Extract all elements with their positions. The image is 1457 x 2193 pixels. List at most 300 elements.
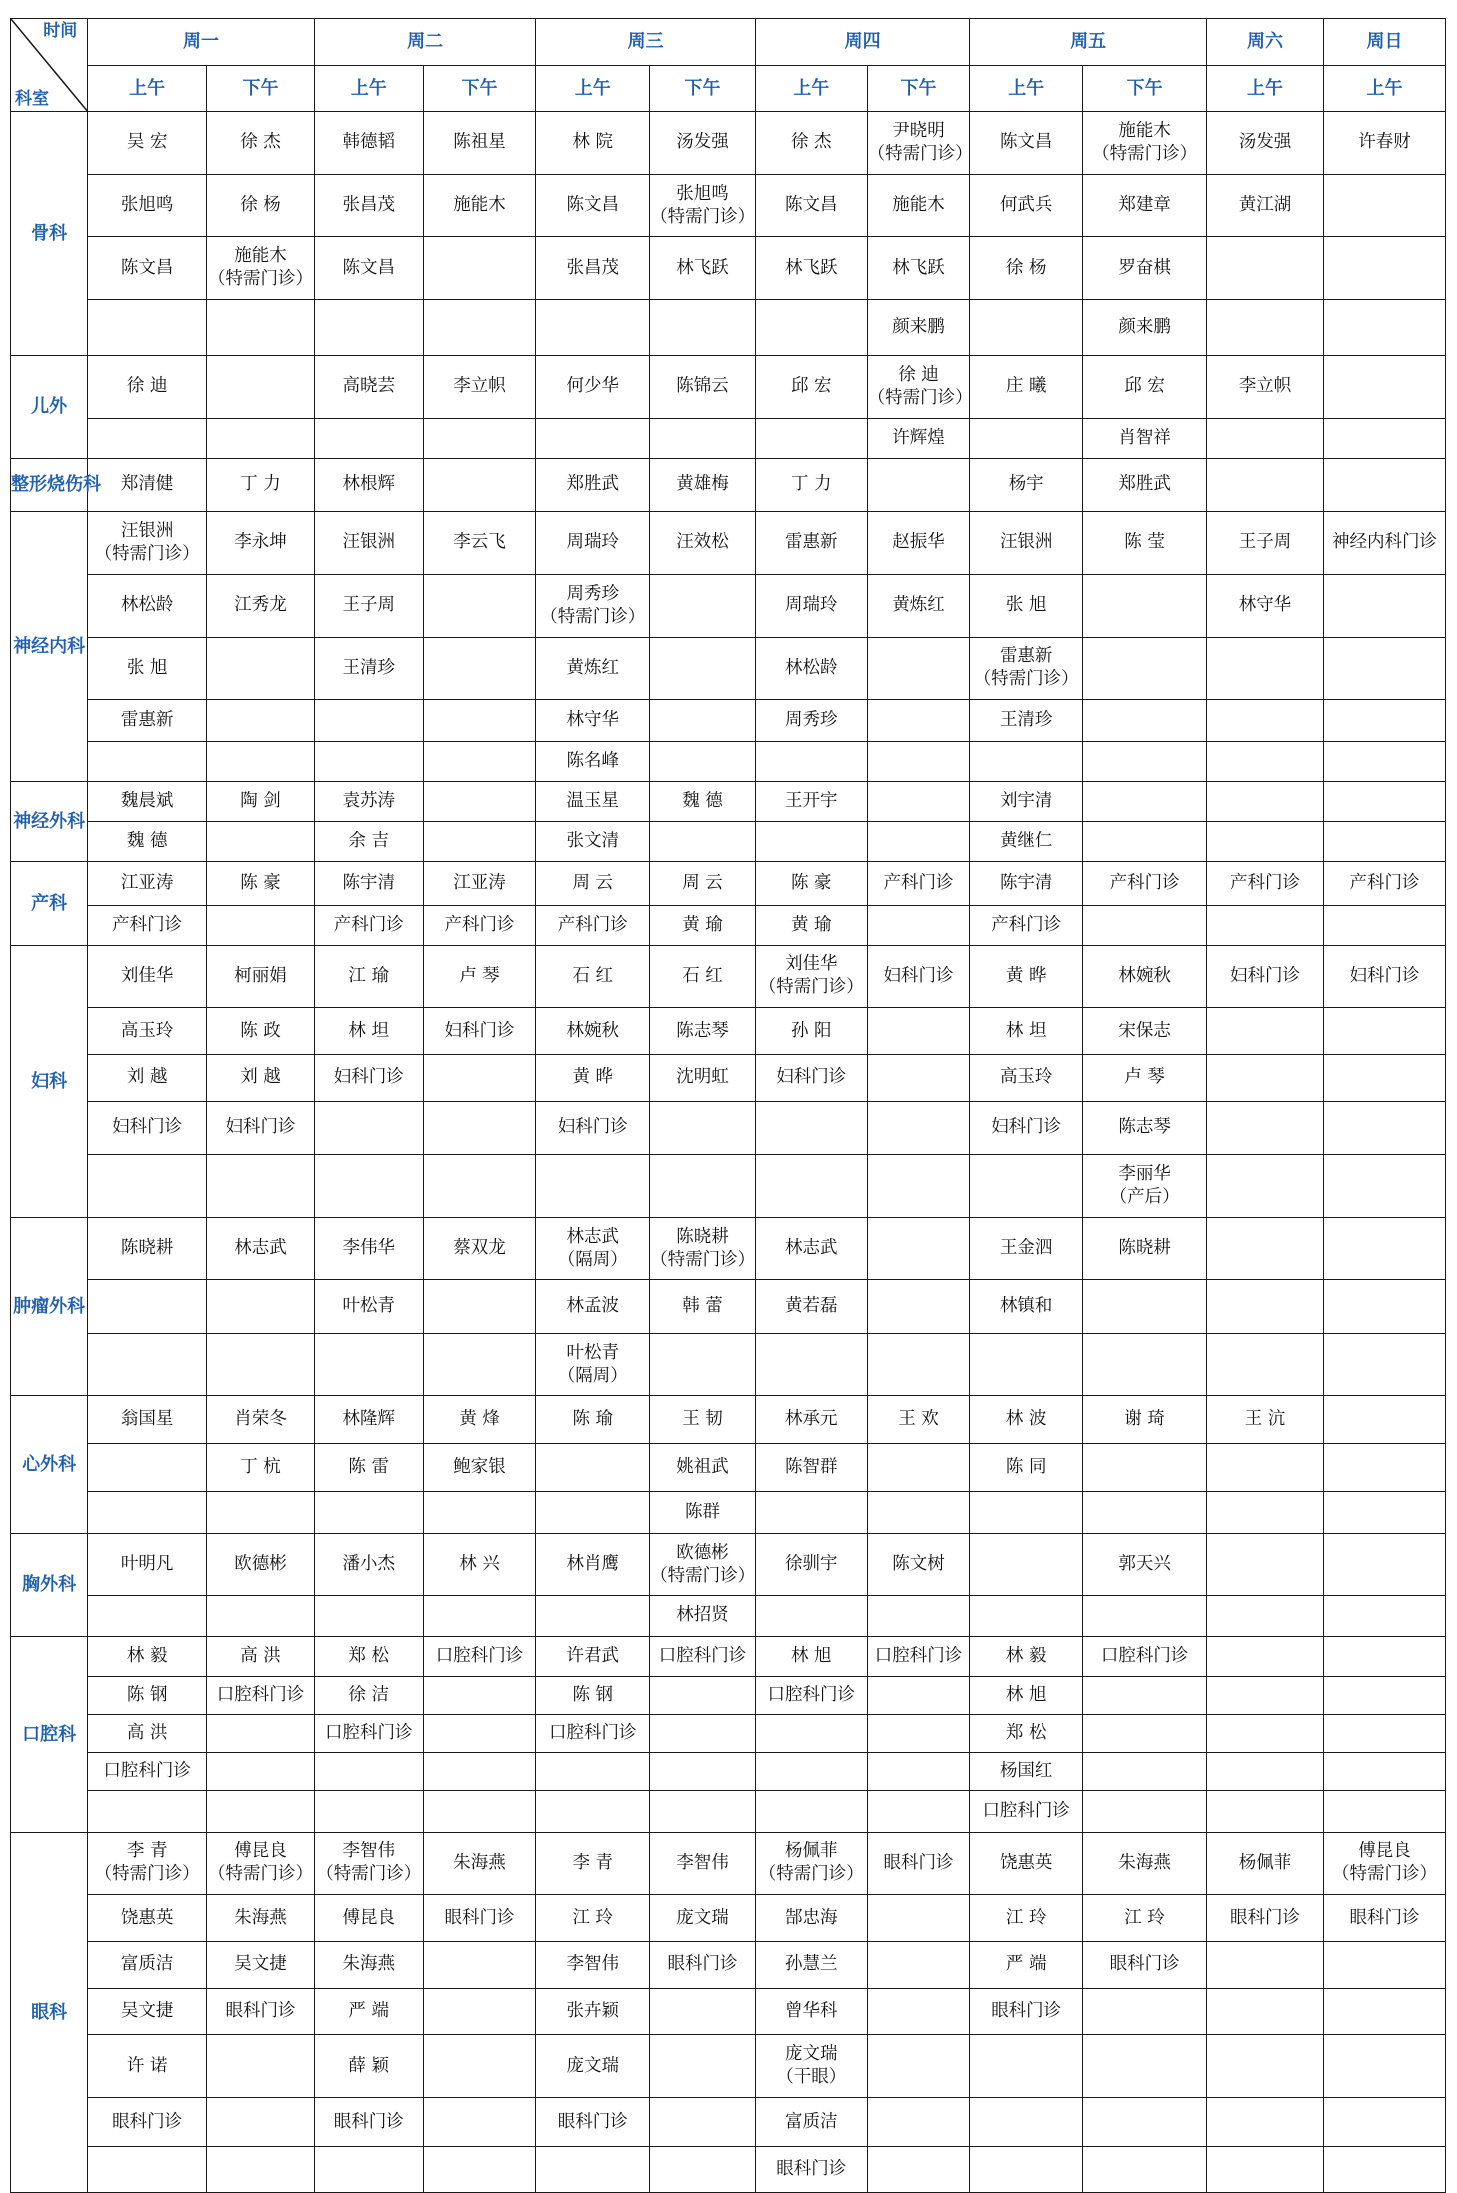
doctor-cell: 口腔科门诊 xyxy=(314,1715,423,1752)
doctor-cell: 孙 阳 xyxy=(755,1008,867,1055)
doctor-cell xyxy=(1207,1444,1324,1492)
doctor-cell xyxy=(1083,2147,1207,2193)
doctor-cell: 宋保志 xyxy=(1083,1008,1207,1055)
doctor-cell xyxy=(1207,1101,1324,1154)
doctor-cell: 高 洪 xyxy=(207,1636,315,1676)
schedule-row xyxy=(11,1008,1446,1055)
doctor-cell: 邱 宏 xyxy=(1083,356,1207,419)
doctor-cell: 林飞跃 xyxy=(650,237,756,300)
doctor-cell xyxy=(1083,574,1207,637)
doctor-cell xyxy=(867,1101,970,1154)
doctor-cell: 张昌茂 xyxy=(314,174,423,237)
doctor-cell: 雷惠新 xyxy=(755,512,867,575)
doctor-cell: 徐 杰 xyxy=(207,112,315,175)
doctor-cell xyxy=(1207,1492,1324,1533)
doctor-cell xyxy=(1323,905,1445,945)
doctor-cell xyxy=(867,2097,970,2146)
doctor-cell: 吴文捷 xyxy=(207,1941,315,1988)
doctor-cell: 陈名峰 xyxy=(536,741,650,781)
doctor-cell: 朱海燕 xyxy=(1083,1832,1207,1895)
doctor-cell xyxy=(650,2097,756,2146)
schedule-row xyxy=(11,1492,1446,1533)
doctor-cell: 林飞跃 xyxy=(755,237,867,300)
doctor-cell: 朱海燕 xyxy=(423,1832,536,1895)
doctor-cell: 口腔科门诊 xyxy=(423,1636,536,1676)
doctor-cell: 富质洁 xyxy=(88,1941,207,1988)
doctor-cell: 林婉秋 xyxy=(1083,945,1207,1008)
doctor-cell xyxy=(1207,905,1324,945)
doctor-cell: 韩 蕾 xyxy=(650,1280,756,1333)
schedule-row xyxy=(11,1217,1446,1280)
doctor-cell xyxy=(88,1280,207,1333)
doctor-cell xyxy=(536,1155,650,1218)
doctor-cell xyxy=(970,418,1083,458)
doctor-cell xyxy=(1323,1988,1445,2035)
doctor-cell: 产科门诊 xyxy=(1083,861,1207,905)
doctor-cell: 陈 同 xyxy=(970,1444,1083,1492)
doctor-cell: 黄继仁 xyxy=(970,821,1083,861)
schedule-row xyxy=(11,1941,1446,1988)
doctor-cell xyxy=(88,1596,207,1636)
doctor-cell xyxy=(536,2147,650,2193)
doctor-cell: 陈 钢 xyxy=(88,1676,207,1715)
doctor-cell xyxy=(1207,1217,1324,1280)
doctor-cell: 林志武 xyxy=(755,1217,867,1280)
doctor-cell xyxy=(1083,905,1207,945)
doctor-cell: 眼科门诊 xyxy=(423,1895,536,1942)
doctor-cell: 黄 晔 xyxy=(970,945,1083,1008)
doctor-cell xyxy=(1323,1101,1445,1154)
doctor-cell: 刘宇清 xyxy=(970,781,1083,821)
doctor-cell xyxy=(423,574,536,637)
doctor-cell: 陈晓耕 xyxy=(1083,1217,1207,1280)
doctor-cell: 王子周 xyxy=(314,574,423,637)
doctor-cell: 口腔科门诊 xyxy=(88,1752,207,1791)
doctor-cell: 欧德彬 xyxy=(207,1533,315,1596)
doctor-cell: 陈宇清 xyxy=(970,861,1083,905)
doctor-cell: 眼科门诊 xyxy=(1083,1941,1207,1988)
doctor-cell: 庄 曦 xyxy=(970,356,1083,419)
doctor-cell: 施能木 xyxy=(423,174,536,237)
doctor-cell: 张昌茂 xyxy=(536,237,650,300)
doctor-cell xyxy=(314,2147,423,2193)
doctor-cell: 李永坤 xyxy=(207,512,315,575)
doctor-cell: 林承元 xyxy=(755,1396,867,1444)
doctor-cell: 林守华 xyxy=(536,700,650,741)
doctor-cell: 江 玲 xyxy=(1083,1895,1207,1942)
doctor-cell xyxy=(1207,1333,1324,1396)
doctor-cell: 黄炼红 xyxy=(867,574,970,637)
doctor-cell xyxy=(867,700,970,741)
doctor-cell xyxy=(314,1752,423,1791)
doctor-cell xyxy=(1323,1676,1445,1715)
doctor-cell: 朱海燕 xyxy=(207,1895,315,1942)
doctor-cell: 口腔科门诊 xyxy=(650,1636,756,1676)
doctor-cell: 陈晓耕 （特需门诊） xyxy=(650,1217,756,1280)
schedule-row xyxy=(11,637,1446,700)
doctor-cell xyxy=(1323,1396,1445,1444)
doctor-cell xyxy=(423,1791,536,1832)
doctor-cell: 郑 松 xyxy=(970,1715,1083,1752)
doctor-cell xyxy=(867,1752,970,1791)
period-header-row xyxy=(11,65,1446,112)
day-header: 周一 xyxy=(88,19,315,66)
doctor-cell: 吴 宏 xyxy=(88,112,207,175)
corner-header xyxy=(11,19,88,112)
doctor-cell xyxy=(207,1333,315,1396)
doctor-cell: 欧德彬 （特需门诊） xyxy=(650,1533,756,1596)
doctor-cell xyxy=(867,1988,970,2035)
doctor-cell xyxy=(1323,1280,1445,1333)
doctor-cell xyxy=(88,1492,207,1533)
day-header: 周五 xyxy=(970,19,1207,66)
doctor-cell: 余 吉 xyxy=(314,821,423,861)
period-header: 上午 xyxy=(314,65,423,112)
doctor-cell: 丁 力 xyxy=(755,458,867,511)
doctor-cell: 柯丽娟 xyxy=(207,945,315,1008)
period-header: 下午 xyxy=(423,65,536,112)
doctor-cell: 黄炼红 xyxy=(536,637,650,700)
schedule-row xyxy=(11,1280,1446,1333)
doctor-cell: 刘 越 xyxy=(207,1054,315,1101)
doctor-cell: 张 旭 xyxy=(88,637,207,700)
doctor-cell xyxy=(867,1444,970,1492)
doctor-cell xyxy=(867,2035,970,2098)
doctor-cell xyxy=(1083,1333,1207,1396)
department-name: 神经内科 xyxy=(11,512,88,781)
period-header: 上午 xyxy=(755,65,867,112)
doctor-cell xyxy=(423,1280,536,1333)
doctor-cell: 产科门诊 xyxy=(1207,861,1324,905)
doctor-cell: 产科门诊 xyxy=(1323,861,1445,905)
day-header: 周日 xyxy=(1323,19,1445,66)
doctor-cell xyxy=(314,741,423,781)
doctor-cell xyxy=(970,1492,1083,1533)
doctor-cell xyxy=(88,1155,207,1218)
doctor-cell xyxy=(88,1333,207,1396)
doctor-cell xyxy=(650,1988,756,2035)
doctor-cell: 口腔科门诊 xyxy=(536,1715,650,1752)
period-header: 下午 xyxy=(650,65,756,112)
doctor-cell: 陈群 xyxy=(650,1492,756,1533)
doctor-cell xyxy=(1323,237,1445,300)
doctor-cell xyxy=(423,1101,536,1154)
doctor-cell: 林隆辉 xyxy=(314,1396,423,1444)
doctor-cell xyxy=(867,821,970,861)
doctor-cell xyxy=(1083,1280,1207,1333)
schedule-row xyxy=(11,905,1446,945)
doctor-cell: 吴文捷 xyxy=(88,1988,207,2035)
doctor-cell xyxy=(650,1155,756,1218)
schedule-body xyxy=(11,112,1446,2193)
schedule-row xyxy=(11,1596,1446,1636)
doctor-cell xyxy=(423,821,536,861)
period-header: 上午 xyxy=(970,65,1083,112)
doctor-cell: 眼科门诊 xyxy=(207,1988,315,2035)
doctor-cell xyxy=(1323,2147,1445,2193)
doctor-cell xyxy=(1083,2097,1207,2146)
doctor-cell xyxy=(1207,637,1324,700)
doctor-cell xyxy=(1323,300,1445,356)
doctor-cell: 妇科门诊 xyxy=(314,1054,423,1101)
department-name: 眼科 xyxy=(11,1832,88,2192)
doctor-cell: 张旭鸣 xyxy=(88,174,207,237)
doctor-cell: 林镇和 xyxy=(970,1280,1083,1333)
doctor-cell: 林 兴 xyxy=(423,1533,536,1596)
doctor-cell: 陈晓耕 xyxy=(88,1217,207,1280)
doctor-cell xyxy=(1323,1715,1445,1752)
doctor-cell: 施能木 xyxy=(867,174,970,237)
doctor-cell: 林 旭 xyxy=(970,1676,1083,1715)
doctor-cell xyxy=(207,418,315,458)
doctor-cell xyxy=(1207,1715,1324,1752)
doctor-cell: 许春财 xyxy=(1323,112,1445,175)
doctor-cell xyxy=(423,1988,536,2035)
doctor-cell xyxy=(207,700,315,741)
doctor-cell: 口腔科门诊 xyxy=(755,1676,867,1715)
doctor-cell: 雷惠新 （特需门诊） xyxy=(970,637,1083,700)
doctor-cell xyxy=(423,2147,536,2193)
doctor-cell xyxy=(207,2147,315,2193)
doctor-cell: 妇科门诊 xyxy=(88,1101,207,1154)
doctor-cell: 产科门诊 xyxy=(314,905,423,945)
doctor-cell xyxy=(423,1676,536,1715)
doctor-cell: 黄 烽 xyxy=(423,1396,536,1444)
schedule-row xyxy=(11,1636,1446,1676)
doctor-cell xyxy=(207,2035,315,2098)
doctor-cell xyxy=(867,637,970,700)
doctor-cell xyxy=(1083,1752,1207,1791)
doctor-cell xyxy=(1207,1596,1324,1636)
schedule-row xyxy=(11,1832,1446,1895)
schedule-row xyxy=(11,574,1446,637)
doctor-cell: 许君武 xyxy=(536,1636,650,1676)
doctor-cell: 眼科门诊 xyxy=(650,1941,756,1988)
doctor-cell xyxy=(423,2097,536,2146)
day-header: 周六 xyxy=(1207,19,1324,66)
doctor-cell xyxy=(867,1054,970,1101)
doctor-cell: 王清珍 xyxy=(970,700,1083,741)
doctor-cell: 谢 琦 xyxy=(1083,1396,1207,1444)
doctor-cell xyxy=(1323,1636,1445,1676)
doctor-cell: 张文清 xyxy=(536,821,650,861)
doctor-cell: 朱海燕 xyxy=(314,1941,423,1988)
doctor-cell xyxy=(1323,1217,1445,1280)
doctor-cell xyxy=(207,1715,315,1752)
doctor-cell xyxy=(867,741,970,781)
doctor-cell: 林飞跃 xyxy=(867,237,970,300)
doctor-cell: 江秀龙 xyxy=(207,574,315,637)
doctor-cell xyxy=(650,741,756,781)
doctor-cell xyxy=(1207,1752,1324,1791)
doctor-cell: 汤发强 xyxy=(1207,112,1324,175)
doctor-cell: 傅昆良 xyxy=(314,1895,423,1942)
doctor-cell xyxy=(1323,1155,1445,1218)
department-name: 儿外 xyxy=(11,356,88,459)
doctor-cell xyxy=(207,1596,315,1636)
doctor-cell xyxy=(1207,1280,1324,1333)
schedule-row xyxy=(11,1101,1446,1154)
department-name: 骨科 xyxy=(11,112,88,356)
doctor-cell: 饶惠英 xyxy=(970,1832,1083,1895)
doctor-cell: 陶 剑 xyxy=(207,781,315,821)
doctor-cell xyxy=(1323,2097,1445,2146)
doctor-cell xyxy=(88,300,207,356)
department-name: 口腔科 xyxy=(11,1636,88,1832)
doctor-cell xyxy=(1207,1676,1324,1715)
doctor-cell: 口腔科门诊 xyxy=(1083,1636,1207,1676)
doctor-cell xyxy=(1207,700,1324,741)
doctor-cell xyxy=(867,1791,970,1832)
doctor-cell: 眼科门诊 xyxy=(1323,1895,1445,1942)
doctor-cell xyxy=(88,741,207,781)
doctor-cell xyxy=(650,2035,756,2098)
doctor-cell: 叶松青 xyxy=(314,1280,423,1333)
doctor-cell: 郜忠海 xyxy=(755,1895,867,1942)
doctor-cell: 周 云 xyxy=(536,861,650,905)
doctor-cell xyxy=(423,418,536,458)
schedule-row xyxy=(11,700,1446,741)
doctor-cell xyxy=(536,1752,650,1791)
doctor-cell: 眼科门诊 xyxy=(1207,1895,1324,1942)
doctor-cell: 杨国红 xyxy=(970,1752,1083,1791)
doctor-cell: 王 沆 xyxy=(1207,1396,1324,1444)
doctor-cell: 周秀珍 （特需门诊） xyxy=(536,574,650,637)
doctor-cell: 眼科门诊 xyxy=(88,2097,207,2146)
doctor-cell: 翁国星 xyxy=(88,1396,207,1444)
schedule-row xyxy=(11,1333,1446,1396)
day-header-row xyxy=(11,19,1446,66)
doctor-cell: 黄 瑜 xyxy=(755,905,867,945)
doctor-cell xyxy=(1323,821,1445,861)
doctor-cell: 周 云 xyxy=(650,861,756,905)
doctor-cell xyxy=(867,1008,970,1055)
doctor-cell: 施能木 （特需门诊） xyxy=(207,237,315,300)
doctor-cell xyxy=(1323,574,1445,637)
doctor-cell: 陈锦云 xyxy=(650,356,756,419)
doctor-cell: 杨佩菲 xyxy=(1207,1832,1324,1895)
doctor-cell xyxy=(207,637,315,700)
schedule-row xyxy=(11,1676,1446,1715)
doctor-cell: 傅昆良 （特需门诊） xyxy=(1323,1832,1445,1895)
doctor-cell xyxy=(423,1054,536,1101)
doctor-cell: 口腔科门诊 xyxy=(207,1676,315,1715)
doctor-cell xyxy=(867,2147,970,2193)
schedule-row xyxy=(11,1988,1446,2035)
doctor-cell: 陈宇清 xyxy=(314,861,423,905)
doctor-cell xyxy=(1323,1492,1445,1533)
doctor-cell: 林根辉 xyxy=(314,458,423,511)
doctor-cell: 富质洁 xyxy=(755,2097,867,2146)
doctor-cell xyxy=(1207,237,1324,300)
doctor-cell xyxy=(314,418,423,458)
doctor-cell xyxy=(970,1155,1083,1218)
schedule-row xyxy=(11,512,1446,575)
doctor-cell: 林招贤 xyxy=(650,1596,756,1636)
doctor-cell: 颜来鹏 xyxy=(1083,300,1207,356)
doctor-cell: 陈 莹 xyxy=(1083,512,1207,575)
day-header: 周四 xyxy=(755,19,969,66)
doctor-cell xyxy=(650,574,756,637)
doctor-cell: 妇科门诊 xyxy=(1323,945,1445,1008)
doctor-cell xyxy=(1207,741,1324,781)
doctor-cell: 产科门诊 xyxy=(970,905,1083,945)
doctor-cell: 高晓芸 xyxy=(314,356,423,419)
doctor-cell: 尹晓明 （特需门诊） xyxy=(867,112,970,175)
doctor-cell xyxy=(755,1596,867,1636)
doctor-cell: 李丽华 （产后） xyxy=(1083,1155,1207,1218)
schedule-row xyxy=(11,1791,1446,1832)
department-name: 整形烧伤科 xyxy=(11,458,88,511)
schedule-row xyxy=(11,418,1446,458)
doctor-cell: 郑胜武 xyxy=(1083,458,1207,511)
doctor-cell: 口腔科门诊 xyxy=(970,1791,1083,1832)
doctor-cell xyxy=(1323,1752,1445,1791)
doctor-cell: 庞文瑞 xyxy=(650,1895,756,1942)
doctor-cell: 李伟华 xyxy=(314,1217,423,1280)
schedule-row xyxy=(11,2147,1446,2193)
doctor-cell xyxy=(88,2147,207,2193)
doctor-cell xyxy=(207,821,315,861)
doctor-cell xyxy=(650,637,756,700)
doctor-cell: 眼科门诊 xyxy=(536,2097,650,2146)
doctor-cell: 林志武 xyxy=(207,1217,315,1280)
doctor-cell xyxy=(423,1596,536,1636)
doctor-cell: 许辉煌 xyxy=(867,418,970,458)
doctor-cell: 周秀珍 xyxy=(755,700,867,741)
doctor-cell: 汪银洲 xyxy=(314,512,423,575)
doctor-cell: 江亚涛 xyxy=(88,861,207,905)
doctor-cell: 李 青 （特需门诊） xyxy=(88,1832,207,1895)
doctor-cell xyxy=(423,1333,536,1396)
doctor-cell xyxy=(650,2147,756,2193)
doctor-cell xyxy=(1207,1791,1324,1832)
doctor-cell xyxy=(1207,1008,1324,1055)
doctor-cell: 何武兵 xyxy=(970,174,1083,237)
doctor-cell xyxy=(650,1791,756,1832)
schedule-row xyxy=(11,741,1446,781)
period-header: 下午 xyxy=(867,65,970,112)
doctor-cell: 李智伟 xyxy=(536,1941,650,1988)
doctor-cell xyxy=(1323,174,1445,237)
doctor-cell: 雷惠新 xyxy=(88,700,207,741)
doctor-cell: 魏晨斌 xyxy=(88,781,207,821)
doctor-cell: 林 毅 xyxy=(88,1636,207,1676)
schedule-row xyxy=(11,2035,1446,2098)
doctor-cell xyxy=(650,300,756,356)
doctor-cell: 郑胜武 xyxy=(536,458,650,511)
schedule-row xyxy=(11,1155,1446,1218)
doctor-cell: 傅昆良 （特需门诊） xyxy=(207,1832,315,1895)
doctor-cell xyxy=(423,1752,536,1791)
doctor-cell: 郭天兴 xyxy=(1083,1533,1207,1596)
doctor-cell xyxy=(1207,1941,1324,1988)
doctor-cell: 郑清健 xyxy=(88,458,207,511)
doctor-cell xyxy=(207,905,315,945)
doctor-cell: 陈 雷 xyxy=(314,1444,423,1492)
doctor-cell xyxy=(970,1333,1083,1396)
doctor-cell: 高玉玲 xyxy=(970,1054,1083,1101)
schedule-row xyxy=(11,1054,1446,1101)
doctor-cell: 沈明虹 xyxy=(650,1054,756,1101)
doctor-cell xyxy=(1323,458,1445,511)
day-header: 周三 xyxy=(536,19,756,66)
schedule-row xyxy=(11,1396,1446,1444)
doctor-cell xyxy=(207,741,315,781)
doctor-cell xyxy=(867,1217,970,1280)
doctor-cell xyxy=(423,781,536,821)
doctor-cell xyxy=(1323,1008,1445,1055)
